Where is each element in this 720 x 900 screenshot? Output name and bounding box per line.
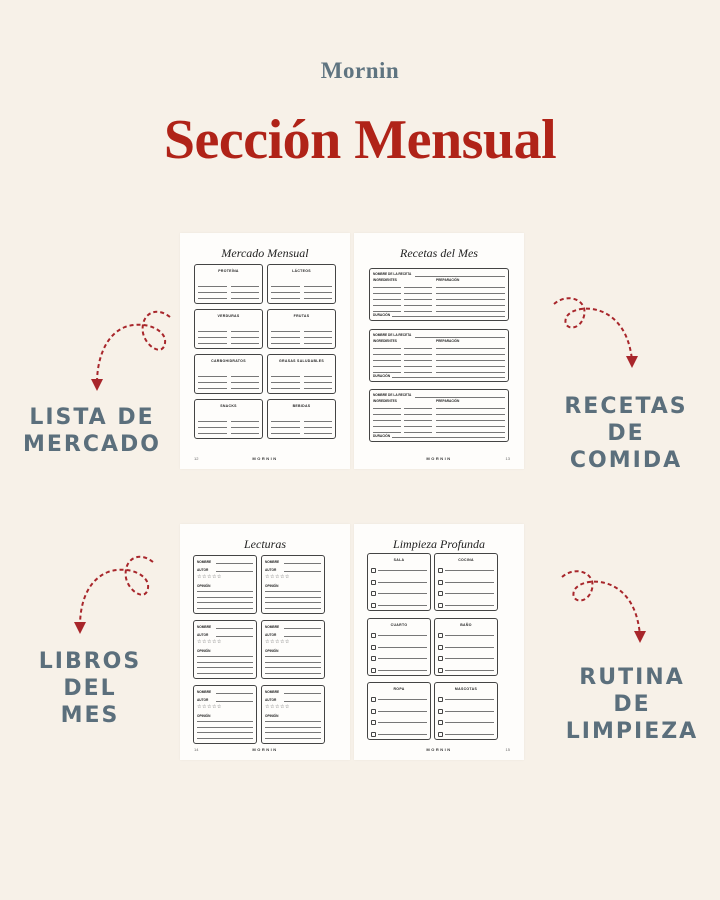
write-line (373, 362, 401, 367)
mercado-box (194, 264, 263, 304)
write-line (216, 624, 253, 629)
write-line (378, 566, 427, 571)
write-line (436, 356, 505, 361)
checkbox[interactable] (438, 656, 443, 661)
write-line (378, 601, 427, 606)
write-line (197, 598, 253, 603)
label-libros-del-mes (12, 648, 168, 729)
spread-bottom (180, 524, 524, 760)
write-line (378, 730, 427, 735)
mercado-box (194, 309, 263, 349)
mercado-box (194, 354, 263, 394)
box-lines (271, 326, 332, 344)
write-line (231, 383, 260, 389)
box-lines (198, 281, 259, 299)
page-brand: MORNIN (426, 456, 452, 461)
write-line (436, 301, 505, 306)
spread-top (180, 233, 524, 469)
book-name-label: NOMBRE (197, 560, 212, 564)
write-line (265, 593, 321, 598)
write-line (284, 624, 321, 629)
book-author-label: AUTOR (197, 633, 209, 637)
write-line (265, 669, 321, 674)
write-line (197, 593, 253, 598)
write-line (404, 283, 432, 288)
checkbox[interactable] (438, 732, 443, 737)
arrow-icon (68, 550, 163, 640)
write-line (436, 344, 505, 349)
write-line (373, 344, 401, 349)
write-line (265, 734, 321, 739)
box-lines (271, 416, 332, 434)
page-recetas-del-mes (354, 233, 524, 469)
write-line (284, 559, 321, 564)
prep-label: PREPARACIÓN (436, 339, 460, 343)
write-line (436, 295, 505, 300)
lecturas-title: Lecturas (244, 537, 286, 551)
box-lines (271, 371, 332, 389)
mercado-box (194, 399, 263, 439)
write-line (392, 373, 505, 378)
book-box (193, 685, 257, 744)
write-line (404, 404, 432, 409)
book-opinion-label: OPINIÓN (197, 714, 211, 718)
label-rutina-de-limpieza (560, 664, 704, 745)
mercado-grid (194, 264, 336, 439)
prep-label: PREPARACIÓN (436, 278, 460, 282)
write-line (198, 428, 227, 434)
box-label: SALA (393, 558, 405, 562)
write-line (415, 393, 505, 398)
write-line (445, 631, 494, 636)
write-line (392, 312, 505, 317)
write-line (265, 587, 321, 592)
write-line (265, 652, 321, 657)
duration-label: DURACIÓN (373, 374, 391, 378)
checkbox[interactable] (438, 720, 443, 725)
write-line (216, 697, 253, 702)
write-line (445, 707, 494, 712)
write-line (445, 566, 494, 571)
box-lines (271, 281, 332, 299)
checkbox[interactable] (438, 645, 443, 650)
write-line (404, 356, 432, 361)
checkbox[interactable] (371, 732, 376, 737)
write-line (198, 383, 227, 389)
write-line (197, 587, 253, 592)
write-line (445, 589, 494, 594)
label-line: LIMPIEZA (565, 719, 699, 744)
write-line (231, 428, 260, 434)
box-label: PROTEÍNA (218, 269, 239, 273)
write-line (373, 350, 401, 355)
arrow-icon (556, 565, 651, 650)
write-line (197, 734, 253, 739)
brand-logo: Mornin (320, 58, 400, 83)
write-line (378, 578, 427, 583)
checkbox[interactable] (438, 580, 443, 585)
book-name-label: NOMBRE (265, 690, 280, 694)
box-label: LÁCTEOS (292, 269, 311, 273)
write-line (378, 589, 427, 594)
book-name-label: NOMBRE (197, 625, 212, 629)
box-label: FRUTAS (293, 314, 310, 318)
write-line (373, 356, 401, 361)
write-line (265, 604, 321, 609)
write-line (373, 289, 401, 294)
box-label: ROPA (393, 687, 405, 691)
page-brand: MORNIN (426, 747, 452, 752)
label-line: COMIDA (569, 448, 683, 473)
write-line (265, 598, 321, 603)
write-line (373, 422, 401, 427)
write-line (231, 338, 260, 344)
write-line (197, 717, 253, 722)
write-line (404, 301, 432, 306)
write-line (436, 416, 505, 421)
write-line (284, 689, 321, 694)
write-line (436, 404, 505, 409)
write-line (436, 350, 505, 355)
write-line (271, 383, 300, 389)
box-lines (198, 371, 259, 389)
book-opinion-label: OPINIÓN (197, 584, 211, 588)
write-line (265, 723, 321, 728)
write-line (271, 293, 300, 299)
write-line (198, 293, 227, 299)
checkbox[interactable] (438, 591, 443, 596)
rating-stars-icon: ☆☆☆☆☆ (265, 574, 290, 580)
write-line (378, 695, 427, 700)
write-line (404, 416, 432, 421)
write-line (378, 707, 427, 712)
write-line (197, 652, 253, 657)
write-line (404, 422, 432, 427)
write-line (373, 404, 401, 409)
page-brand: MORNIN (252, 456, 278, 461)
write-line (373, 295, 401, 300)
write-line (265, 663, 321, 668)
checkbox[interactable] (438, 603, 443, 608)
box-lines (198, 416, 259, 434)
cleaning-box (434, 618, 498, 676)
write-line (271, 428, 300, 434)
rating-stars-icon: ☆☆☆☆☆ (197, 639, 222, 645)
write-line (404, 410, 432, 415)
write-line (271, 338, 300, 344)
label-line: RUTINA DE (579, 665, 685, 717)
box-lines (198, 326, 259, 344)
checkbox[interactable] (371, 656, 376, 661)
label-lista-de-mercado (22, 404, 162, 458)
checkbox[interactable] (371, 568, 376, 573)
box-label: COCINA (458, 558, 474, 562)
box-label: SNACKS (220, 404, 237, 408)
write-line (373, 283, 401, 288)
write-line (445, 601, 494, 606)
label-line: MES (60, 703, 120, 728)
book-name-label: NOMBRE (197, 690, 212, 694)
book-author-label: AUTOR (197, 698, 209, 702)
write-line (304, 383, 333, 389)
write-line (378, 666, 427, 671)
book-box (261, 555, 325, 614)
page-number: 15 (505, 747, 510, 752)
ingredients-label: INGREDIENTES (373, 399, 397, 403)
recipe-name-label: NOMBRE DE LA RECETA (373, 393, 412, 397)
limpieza-title: Limpieza Profunda (393, 537, 485, 551)
mercado-box (267, 354, 336, 394)
rating-stars-icon: ☆☆☆☆☆ (197, 704, 222, 710)
box-label: BAÑO (460, 623, 472, 627)
write-line (216, 567, 253, 572)
write-line (197, 658, 253, 663)
arrow-icon (548, 292, 643, 372)
box-label: VERDURAS (217, 314, 240, 318)
write-line (197, 663, 253, 668)
box-label: CUARTO (390, 623, 408, 627)
page-brand: MORNIN (252, 747, 278, 752)
duration-label: DURACIÓN (373, 434, 391, 438)
write-line (415, 333, 505, 338)
write-line (445, 578, 494, 583)
recipe-name-label: NOMBRE DE LA RECETA (373, 272, 412, 276)
recetas-title: Recetas del Mes (400, 246, 478, 260)
box-label: BEBIDAS (292, 404, 311, 408)
cleaning-box (434, 553, 498, 611)
book-box (193, 555, 257, 614)
cleaning-box (367, 553, 431, 611)
cleaning-box (434, 682, 498, 740)
write-line (415, 272, 505, 277)
ingredients-label: INGREDIENTES (373, 339, 397, 343)
checkbox[interactable] (371, 709, 376, 714)
write-line (197, 728, 253, 733)
write-line (284, 697, 321, 702)
recipe-box (369, 329, 509, 382)
label-recetas-de-comida (548, 393, 704, 474)
recipe-box (369, 268, 509, 321)
checkbox[interactable] (438, 697, 443, 702)
arrow-icon (85, 305, 180, 395)
label-line: LISTA DE (29, 405, 155, 430)
recipe-box (369, 389, 509, 442)
book-opinion-label: OPINIÓN (197, 649, 211, 653)
cleaning-box (367, 682, 431, 740)
write-line (436, 289, 505, 294)
checkbox[interactable] (438, 668, 443, 673)
cleaning-box (367, 618, 431, 676)
write-line (216, 689, 253, 694)
checkbox[interactable] (438, 568, 443, 573)
page-number: 14 (194, 747, 199, 752)
book-author-label: AUTOR (265, 568, 277, 572)
book-name-label: NOMBRE (265, 560, 280, 564)
checkbox[interactable] (371, 633, 376, 638)
write-line (197, 604, 253, 609)
write-line (404, 344, 432, 349)
write-line (265, 717, 321, 722)
write-line (378, 718, 427, 723)
write-line (216, 632, 253, 637)
write-line (436, 283, 505, 288)
page-number: 12 (194, 456, 199, 461)
book-box (193, 620, 257, 679)
write-line (216, 559, 253, 564)
write-line (378, 631, 427, 636)
checkbox[interactable] (371, 668, 376, 673)
page-number: 13 (505, 456, 510, 461)
write-line (445, 666, 494, 671)
prep-label: PREPARACIÓN (436, 399, 460, 403)
book-box (261, 685, 325, 744)
book-name-label: NOMBRE (265, 625, 280, 629)
label-line: RECETAS DE (564, 394, 688, 446)
book-opinion-label: OPINIÓN (265, 649, 279, 653)
write-line (445, 730, 494, 735)
write-line (304, 338, 333, 344)
ingredients-label: INGREDIENTES (373, 278, 397, 282)
write-line (231, 293, 260, 299)
book-author-label: AUTOR (197, 568, 209, 572)
checkbox[interactable] (371, 580, 376, 585)
write-line (197, 669, 253, 674)
rating-stars-icon: ☆☆☆☆☆ (265, 639, 290, 645)
write-line (373, 416, 401, 421)
write-line (445, 695, 494, 700)
box-label: CARBOHIDRATOS (211, 359, 246, 363)
label-line: LIBROS DEL (38, 649, 142, 701)
rating-stars-icon: ☆☆☆☆☆ (265, 704, 290, 710)
write-line (404, 289, 432, 294)
book-box (261, 620, 325, 679)
page-limpieza-profunda (354, 524, 524, 760)
write-line (284, 567, 321, 572)
label-line: MERCADO (23, 432, 161, 457)
box-label: GRASAS SALUDABLES (279, 359, 324, 363)
checkbox[interactable] (371, 697, 376, 702)
write-line (373, 301, 401, 306)
checkbox[interactable] (438, 709, 443, 714)
recipe-name-label: NOMBRE DE LA RECETA (373, 333, 412, 337)
write-line (404, 350, 432, 355)
checkbox[interactable] (371, 591, 376, 596)
write-line (265, 658, 321, 663)
write-line (198, 338, 227, 344)
write-line (404, 362, 432, 367)
write-line (436, 410, 505, 415)
rating-stars-icon: ☆☆☆☆☆ (197, 574, 222, 580)
write-line (373, 410, 401, 415)
write-line (378, 654, 427, 659)
mercado-title: Mercado Mensual (221, 246, 309, 260)
write-line (304, 428, 333, 434)
write-line (445, 718, 494, 723)
mercado-box (267, 309, 336, 349)
write-line (404, 295, 432, 300)
duration-label: DURACIÓN (373, 313, 391, 317)
book-author-label: AUTOR (265, 633, 277, 637)
checkbox[interactable] (371, 645, 376, 650)
write-line (436, 362, 505, 367)
mercado-box (267, 399, 336, 439)
write-line (445, 654, 494, 659)
write-line (392, 433, 505, 438)
checkbox[interactable] (371, 720, 376, 725)
book-opinion-label: OPINIÓN (265, 714, 279, 718)
box-label: MASCOTAS (454, 687, 478, 691)
book-opinion-label: OPINIÓN (265, 584, 279, 588)
write-line (265, 728, 321, 733)
write-line (436, 422, 505, 427)
page-mercado-mensual (180, 233, 350, 469)
write-line (304, 293, 333, 299)
page-title: Sección Mensual (163, 109, 557, 171)
write-line (197, 723, 253, 728)
page-lecturas (180, 524, 350, 760)
checkbox[interactable] (438, 633, 443, 638)
mercado-box (267, 264, 336, 304)
write-line (445, 643, 494, 648)
write-line (378, 643, 427, 648)
book-author-label: AUTOR (265, 698, 277, 702)
write-line (284, 632, 321, 637)
checkbox[interactable] (371, 603, 376, 608)
